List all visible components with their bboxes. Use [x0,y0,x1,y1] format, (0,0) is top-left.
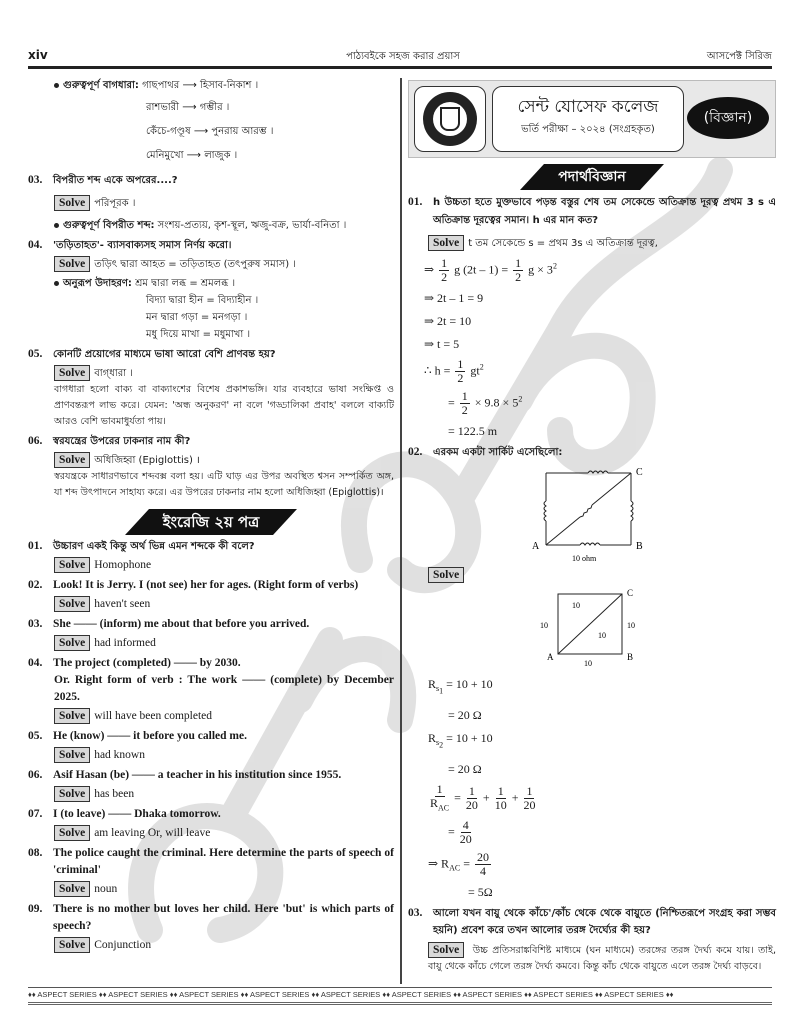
circuit-solution [428,675,776,901]
bullet-icon [54,281,59,286]
resistor-bottom [580,543,600,545]
explanation-text: বাগধারা হলো বাক্য বা বাক্যাংশের বিশেষ প্রকাশভঙ্গি। যার ব্যবহারে ভাষা সংক্ষিপ্ত ও প্রাণবন্তরূপ লাভ করে। যেমন: 'অন্ধ অনুকরণ' না বলে 'গড্ডালিকা প্রবাহ' বললে বাক্যটি আরও বেশি ভাবমাধুর্যতা পায়। [54,384,394,427]
arrow-icon: ⟶ [182,80,197,91]
step [448,819,776,846]
solve-label: Solve [54,708,90,724]
subscript: 1 [439,686,444,696]
answer-row [54,825,394,842]
question-number: 02. [408,446,423,458]
step-text: gt [470,363,480,378]
answer-row [54,195,394,212]
node-label-b: B [636,541,643,552]
answer-row [54,635,394,652]
step [428,851,776,878]
note-label: গুরুত্বপূর্ণ বিপরীত শব্দ: [63,220,155,231]
answer-paragraph [428,942,776,975]
solve-label: Solve [54,825,90,841]
subscript: AC [449,864,461,873]
banner-corner-icon [520,164,544,190]
question-number: 07. [28,808,43,820]
question-number: 03. [28,618,43,630]
step [428,729,776,755]
college-name: সেন্ট যোসেফ কলেজ [517,97,659,117]
fraction [495,785,507,812]
numerator: 1 [457,357,464,371]
solve-label: Solve [54,596,90,612]
question-text: আলো যখন বায়ু থেকে কাঁচে'/কাঁচ থেকে থেকে বায়ুতে (নিশ্চিতরূপে সংগ্রহ করা সম্ভব হয়নি) প্রবেশ করে তখন আলোর তরঙ্গ দৈর্ঘ্যের কী হয়? [433,908,776,937]
question-number: 09. [28,903,43,915]
fraction [475,851,491,878]
question-text: The police caught the criminal. Here determine the parts of speech of 'criminal' [53,847,394,876]
banner-corner-icon [273,509,297,535]
solve-label: Solve [428,942,464,958]
step-text: ⇒ R [428,856,450,871]
physics-question-01 [408,194,776,230]
fraction [460,390,470,417]
circuit-diagram-small [408,584,776,670]
question-number: 06. [28,435,43,447]
header-series: আসপেক্ট সিরিজ [706,51,772,62]
physics-question-02 [408,444,776,461]
answer-text: has been [94,788,135,800]
arrow-icon: ⟶ [193,126,209,137]
english-question [28,901,394,935]
solve-label: Solve [54,747,90,763]
section-banner-english [28,509,394,535]
wire [592,473,631,505]
example-item: বিদ্যা দ্বারা হীন = বিদ্যাহীন । [146,295,259,306]
note-row [54,218,394,234]
idiom-term: গাছপাথর [142,80,180,91]
node-label-b: B [627,652,634,662]
answer-text: had known [94,749,145,761]
exponent: 2 [518,394,523,404]
idiom-term: কেঁচে-গণ্ডূষ [146,126,191,137]
idiom-term: রাশভারী [146,102,180,113]
answer-text: noun [94,883,118,895]
answer-row [54,937,394,954]
english-questions [28,538,394,954]
resistor-value-label: 10 ohm [572,554,597,563]
question-text: I (to leave) —— Dhaka tomorrow. [53,808,221,820]
node-label-c: C [627,588,634,598]
question-text: h উচ্চতা হতে মুক্তভাবে পড়ন্ত বস্তুর শেষ তম সেকেন্ডে অতিক্রান্ত দূরত্ব প্রথম 3 s এ অতিক্রান্ত দূরত্বের সমান। h এর মান কত? [433,197,776,226]
question-number: 03. [28,174,43,186]
solve-label: Solve [54,452,90,468]
question-text: এরকম একটা সার্কিট এসেছিলো: [433,447,563,458]
solve-label: Solve [54,786,90,802]
wire [546,517,580,545]
english-question [28,655,394,672]
question-number: 04. [28,657,43,669]
answer-row [428,235,776,252]
english-question [28,845,394,879]
question-text: Asif Hasan (be) —— a teacher in his institution since 1955. [53,769,342,781]
step-text: = [448,395,455,410]
denominator: 2 [457,371,464,385]
solve-label: Solve [54,937,90,953]
solve-label: Solve [54,557,90,573]
symbol: R [430,795,439,810]
subscript: AC [438,803,450,813]
resistor-left-value: 10 [540,621,548,630]
question-number: 05. [28,730,43,742]
fraction [513,257,523,284]
equals: = [463,856,470,871]
example-row [54,276,394,292]
question-text: He (know) —— it before you called me. [53,730,247,742]
question-text: বিপরীত শব্দ একে অপরের....? [53,175,178,186]
idioms-label: গুরুত্বপূর্ণ বাগধারা: [63,80,139,91]
node-label-a: A [547,652,554,662]
right-column [408,72,776,975]
question-number: 01. [28,540,43,552]
fraction [460,819,472,846]
idiom-meaning: লাজুক । [204,150,238,161]
numerator: 20 [476,850,489,865]
fraction [455,358,465,385]
denominator: 4 [479,864,486,879]
circuit-diagram-large [408,461,776,565]
step-text: × 9.8 × 5 [474,395,519,410]
step: ⇒ 2t = 10 [424,314,472,328]
numerator: 1 [468,784,475,799]
denominator [430,797,449,814]
bullet-icon [54,83,59,88]
bullet-icon [54,223,59,228]
step-text: ∴ h = [424,363,451,378]
section-banner-physics [408,164,776,190]
answer-row [54,365,394,382]
college-name-box [492,86,684,152]
denominator: 2 [461,403,468,417]
step: ⇒ t = 5 [424,337,460,351]
question-03 [28,172,394,189]
step: = 5Ω [468,885,493,900]
resistor-right-value: 10 [627,621,635,630]
question-text: Look! It is Jerry. I (not see) her for ages. (Right form of verbs) [53,579,359,591]
column-divider [400,78,402,984]
resistor-left [544,501,546,521]
solve-row-circuit [428,567,776,584]
answer-row [54,557,394,574]
solve-label: Solve [54,635,90,651]
answer-text: তড়িৎ দ্বারা আহত = তড়িতাহত (তৎপুরুষ সমাস) । [94,259,296,270]
left-column [28,72,394,954]
numerator: 4 [462,818,469,833]
idiom-item [146,96,394,120]
subscript: s [436,738,440,748]
symbol: R [428,677,437,691]
banner-corner-icon [640,164,664,190]
denominator: 20 [523,798,536,813]
question-text: উচ্চারণ একই কিন্তু অর্থ ভিন্ন এমন শব্দকে কী বলে? [53,541,255,552]
step: ⇒ 2t – 1 = 9 [424,291,484,305]
fraction [466,785,478,812]
english-question [28,767,394,784]
solve-label: Solve [428,567,464,583]
question-text: 'তড়িতাহত'- ব্যাসবাক্যসহ সমাস নির্ণয় করো। [53,240,232,251]
english-question [28,538,394,555]
idioms-block [54,78,394,94]
explanation-text: স্বরযন্ত্রকে সাধারণভাবে শব্দবক্স বলা হয়। এটি ঘাড় এর উপর অবস্থিত শ্বসন সম্পর্কিত অঙ্গ, যা শব্দ উৎপাদনে সাহায্য করে। এর উপরের ঢাকনার নাম হলো অধিজিহ্বা (Epiglottis)। [54,471,394,498]
answer-text: had informed [94,637,156,649]
answer-row [54,452,394,469]
node-label-a: A [532,541,540,552]
idiom-meaning: হিসাব-নিকাশ । [200,80,259,91]
exam-title: ভর্তি পরীক্ষা – ২০২৪ (সংগ্রহকৃত) [521,124,655,135]
resistor-bottom-value: 10 [584,659,592,668]
solve-label: Solve [428,235,464,251]
page-number: xiv [28,48,48,62]
note-text: সংশয়-প্রত্যয়, কৃশ-স্থূল, ঋজু-বক্র, ভার্যা-বনিতা । [157,220,347,231]
step-text: g × 3 [528,262,553,277]
step [448,390,776,417]
numerator: 1 [497,784,504,799]
subscript: s [436,684,440,694]
question-number: 04. [28,239,43,251]
denominator: 2 [515,270,522,284]
section-title: পদার্থবিজ্ঞান [558,169,626,185]
answer-text: অধিজিহ্বা (Epiglottis) । [94,455,200,466]
fraction [523,785,535,812]
denominator: 20 [459,832,472,847]
wire-diagonal [558,594,622,654]
banner-corner-icon [125,509,149,535]
answer-row [54,786,394,803]
question-text: The project (completed) —— by 2030. [53,657,241,669]
english-question [28,616,394,633]
question-text: There is no mother but loves her child. Here 'but' is which parts of speech? [53,903,394,932]
answer-row [54,256,394,273]
college-seal-logo [414,86,486,152]
node-label-c: C [636,467,643,478]
arrow-icon: ⟶ [186,150,202,161]
answer-text: will have been completed [94,710,213,722]
physics-question-03 [408,905,776,939]
solve-label: Solve [54,256,90,272]
question-number: 06. [28,769,43,781]
answer-row [54,596,394,613]
english-question [28,728,394,745]
answer-text: Conjunction [94,939,152,951]
stream-badge: (বিজ্ঞান) [687,97,769,139]
resistor-diagonal-value: 10 [598,631,606,640]
question-text: She —— (inform) me about that before you arrived. [53,618,310,630]
step-text: g (2t – 1) = [454,262,509,277]
answer-text: am leaving Or, will leave [94,827,211,839]
question-number: 01. [408,196,423,208]
idiom-item [146,120,394,144]
exponent: 2 [552,261,557,271]
question-number: 08. [28,847,43,859]
numerator: 1 [461,389,468,403]
step: = 20 Ω [448,761,482,776]
english-question [28,806,394,823]
arrow-icon: ⟶ [182,102,197,113]
example-item: মন দ্বারা গড়া = মনগড়া । [146,312,248,323]
step-text: = 10 + 10 [446,677,493,691]
answer-text: বাগ্‌ধারা । [94,368,133,379]
english-question [28,577,394,594]
equals: = [448,824,455,839]
question-04 [28,237,394,254]
solution-steps [424,257,776,440]
answer-text: পরিপূরক । [94,198,136,209]
footer-series-strip: ♦♦ ASPECT SERIES ♦♦ ASPECT SERIES ♦♦ ASPECT SERIES ♦♦ ASPECT SERIES ♦♦ ASPECT SERIES ♦♦ ASPECT SERIES ♦♦ ASPECT SERIES ♦♦ ASPECT SERIES ♦♦ ASPECT SERIES ♦♦ [28,987,772,1005]
header-rule [28,66,772,69]
answer-text: haven't seen [94,598,151,610]
solve-label: Solve [54,195,90,211]
college-header [408,80,776,158]
denominator: 10 [494,798,507,813]
answer-row [54,881,394,898]
symbol: R [428,730,437,745]
step [428,675,776,701]
solve-label: Solve [54,881,90,897]
step: = 122.5 m [448,424,498,438]
example-label: অনুরূপ উদাহরণ: [63,278,132,289]
denominator: 20 [465,798,478,813]
example-item: মধু দিয়ে মাখা = মধুমাখা । [146,329,251,340]
resistor-top-value: 10 [572,601,580,610]
plus: + [511,790,519,805]
idiom-term: মেনিমুখো [146,150,184,161]
question-text-alt: Or. Right form of verb : The work —— (complete) by December 2025. [54,674,394,703]
question-text: স্বরযন্ত্রের উপরের ঢাকনার নাম কী? [53,436,191,447]
answer-row [54,747,394,764]
shield-icon [440,107,460,131]
fraction [430,783,449,814]
question-05 [28,346,394,363]
equals: = [454,790,461,805]
step [424,358,776,385]
numerator: 1 [441,256,448,270]
answer-text: Homophone [94,559,152,571]
section-title: ইংরেজি ২য় পত্র [162,513,260,531]
question-06 [28,433,394,450]
solve-label: Solve [54,365,90,381]
idiom-item [146,144,394,168]
subscript: 2 [439,740,444,750]
question-text: কোনটি প্রয়োগের মাধ্যমে ভাষা আরো বেশি প্রাণবন্ত হয়? [53,349,276,360]
step [428,783,776,814]
resistor-top [588,471,608,473]
step: = 20 Ω [448,707,482,722]
fraction [439,257,449,284]
step [424,257,776,284]
resistor-diagonal [580,505,592,517]
denominator: 2 [441,270,448,284]
question-number: 05. [28,348,43,360]
idiom-meaning: গম্ভীর । [199,102,230,113]
example-item: শ্রম দ্বারা লব্ধ = শ্রমলব্ধ । [135,278,236,289]
question-number: 03. [408,907,423,920]
plus: + [482,790,490,805]
numerator: 1 [436,781,443,796]
exponent: 2 [479,362,484,372]
answer-intro: t তম সেকেন্ডে s = প্রথম 3s এ অতিক্রান্ত দূরত্ব, [468,238,658,249]
numerator: 1 [526,784,533,799]
question-number: 02. [28,579,43,591]
header-tagline: পাঠ্যবইকে সহজ করার প্রয়াস [346,51,460,62]
idiom-meaning: পুনরায় আরম্ভ । [211,126,274,137]
resistor-right [631,501,633,521]
answer-text: উচ্চ প্রতিসরাঙ্কবিশিষ্ট মাধ্যমে (ঘন মাধ্যমে) তরঙ্গের তরঙ্গ দৈর্ঘ্য কমে যায়। তাই, বায়ু থেকে কাঁচে গেলে তরঙ্গ দৈর্ঘ্য কমবে। কিন্তু কাঁচ থেকে বায়ুতে এলে তরঙ্গ দৈর্ঘ্য বাড়বে। [428,945,776,973]
numerator: 1 [515,256,522,270]
implies-symbol: ⇒ [424,262,435,277]
step-text: = 10 + 10 [446,730,493,745]
answer-row [54,708,394,725]
page-header [28,48,772,66]
